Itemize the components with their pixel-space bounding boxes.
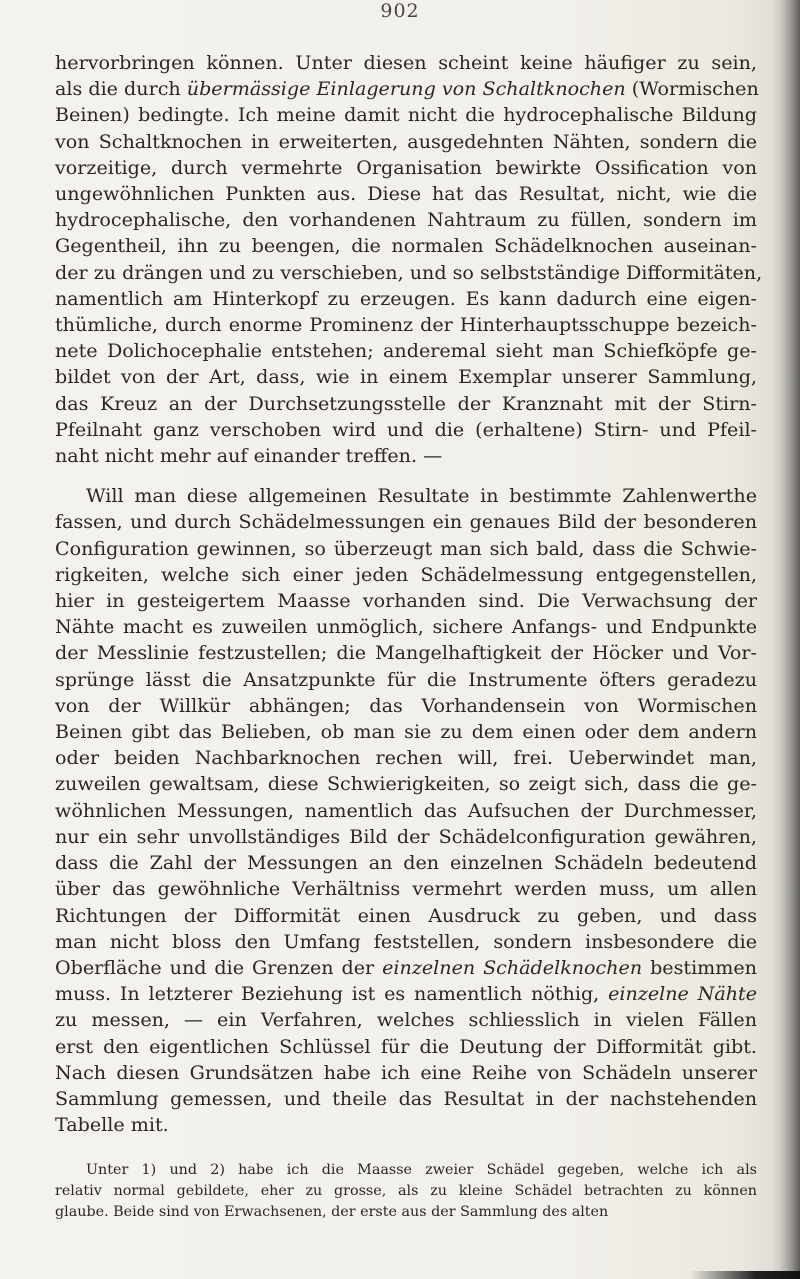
text-line: dass die Zahl der Messungen an den einzelnen Schädeln bedeutend	[55, 851, 757, 875]
text-line: hervorbringen können. Unter diesen scheint keine häufiger zu sein,	[55, 51, 757, 74]
book-spine-shadow	[772, 0, 800, 1279]
text-line: von der Willkür abhängen; das Vorhandensein von Wormischen	[55, 693, 757, 717]
paragraph-1	[55, 50, 763, 469]
text-line: Beinen) bedingte. Ich meine damit nicht die hydrocephalische Bildung	[55, 103, 757, 127]
text-line: Richtungen der Difformität einen Ausdruck zu geben, und dass	[55, 903, 757, 927]
text-line: vorzeitige, durch vermehrte Organisation bewirkte Ossification von	[55, 155, 757, 179]
paragraph-2	[55, 483, 757, 1138]
text-line: Tabelle mit.	[55, 1113, 169, 1137]
text-line: hydrocephalische, den vorhandenen Nahtraum zu füllen, sondern im	[55, 208, 757, 232]
text-line: Nach diesen Grundsätzen habe ich eine Reihe von Schädeln unserer	[55, 1060, 757, 1084]
footnote	[55, 1160, 757, 1223]
text-line: von Schaltknochen in erweiterten, ausgedehnten Nähten, sondern die	[55, 129, 757, 153]
scan-edge-mark	[690, 1271, 800, 1279]
text-line: thümliche, durch enorme Prominenz der Hinterhauptsschuppe bezeich-	[55, 313, 757, 337]
text-line: relativ normal gebildete, eher zu grosse, als zu kleine Schädel betrachten zu können	[55, 1183, 757, 1200]
text-line: Gegentheil, ihn zu beengen, die normalen Schädelknochen auseinan-	[55, 234, 757, 258]
text-line: wöhnlichen Messungen, namentlich das Aufsuchen der Durchmesser,	[55, 798, 757, 822]
text-line: ungewöhnlichen Punkten aus. Diese hat das Resultat, nicht, wie die	[55, 182, 757, 206]
text-line: Will man diese allgemeinen Resultate in bestimmte Zahlenwerthe	[86, 484, 757, 508]
line-segment: muss. In letzterer Beziehung ist es namentlich nöthig,	[55, 982, 609, 1006]
text-line: nete Dolichocephalie entstehen; anderemal sieht man Schiefköpfe ge-	[55, 339, 757, 363]
text-line: rigkeiten, welche sich einer jeden Schädelmessung entgegenstellen,	[55, 562, 757, 586]
text-line: zuweilen gewaltsam, diese Schwierigkeiten, so zeigt sich, dass die ge-	[55, 772, 757, 796]
line-segment: Oberfläche und die Grenzen der	[55, 955, 383, 979]
line-segment: bestimmen	[642, 955, 757, 979]
text-line: das Kreuz an der Durchsetzungsstelle der Kranznaht mit der Stirn-	[55, 391, 757, 415]
body-text	[55, 50, 763, 1223]
page-number: 902	[380, 0, 420, 22]
text-line: man nicht bloss den Umfang feststellen, sondern insbesondere die	[55, 929, 757, 953]
text-line: sprünge lässt die Ansatzpunkte für die Instrumente öfters geradezu	[55, 667, 757, 691]
text-line	[55, 981, 757, 1007]
text-line: glaube. Beide sind von Erwachsenen, der erste aus der Sammlung des alten	[55, 1204, 609, 1221]
text-line: zu messen, — ein Verfahren, welches schliesslich in vielen Fällen	[55, 1008, 757, 1032]
text-line: Sammlung gemessen, und theile das Resultat in der nachstehenden	[55, 1086, 757, 1110]
text-line: der zu drängen und zu verschieben, und so selbstständige Difformitäten,	[55, 260, 763, 284]
text-line: Configuration gewinnen, so überzeugt man sich bald, dass die Schwie-	[55, 536, 757, 560]
text-line: namentlich am Hinterkopf zu erzeugen. Es kann dadurch eine eigen-	[55, 286, 757, 310]
line-segment: als die durch	[55, 77, 187, 101]
text-line: naht nicht mehr auf einander treffen. —	[55, 444, 443, 468]
text-line: oder beiden Nachbarknochen rechen will, frei. Ueberwindet man,	[55, 746, 757, 770]
emphasized-phrase: einzelne Nähte	[608, 982, 757, 1006]
text-line: Unter 1) und 2) habe ich die Maasse zweier Schädel gegeben, welche ich als	[86, 1162, 757, 1179]
text-line: nur ein sehr unvollständiges Bild der Schädelconfiguration gewähren,	[55, 824, 757, 848]
text-line: der Messlinie festzustellen; die Mangelhaftigkeit der Höcker und Vor-	[55, 641, 757, 665]
text-line: erst den eigentlichen Schlüssel für die Deutung der Difformität gibt.	[55, 1034, 757, 1058]
text-line: hier in gesteigertem Maasse vorhanden sind. Die Verwachsung der	[55, 589, 757, 613]
text-line: Pfeilnaht ganz verschoben wird und die (erhaltene) Stirn- und Pfeil-	[55, 417, 757, 441]
text-line: bildet von der Art, dass, wie in einem Exemplar unserer Sammlung,	[55, 365, 757, 389]
text-line	[55, 76, 757, 102]
line-segment: (Wormischen	[625, 77, 759, 101]
text-line: Nähte macht es zuweilen unmöglich, sichere Anfangs- und Endpunkte	[55, 615, 757, 639]
emphasized-phrase: einzelnen Schädelknochen	[382, 955, 643, 979]
emphasized-phrase: übermässige Einlagerung von Schaltknochen	[186, 77, 626, 101]
text-line: fassen, und durch Schädelmessungen ein genaues Bild der besonderen	[55, 510, 757, 534]
text-line: Beinen gibt das Belieben, ob man sie zu dem einen oder dem andern	[55, 720, 757, 744]
text-line	[55, 955, 757, 981]
text-line: über das gewöhnliche Verhältniss vermehrt werden muss, um allen	[55, 877, 757, 901]
